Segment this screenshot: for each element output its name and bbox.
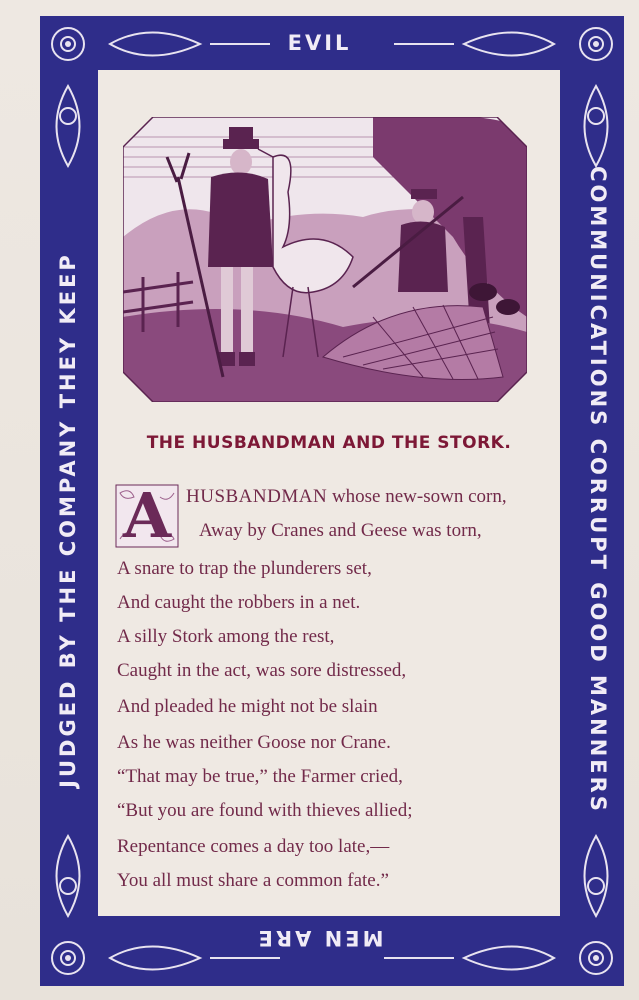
engraving-husbandman-stork — [123, 117, 527, 402]
poem-first-word: HUSBANDMAN — [186, 486, 328, 507]
border-text-left: JUDGED BY THE COMPANY THEY KEEP — [56, 252, 80, 788]
poem-line-1-rest: whose new-sown corn, — [327, 486, 507, 507]
fable-title: THE HUSBANDMAN AND THE STORK. — [146, 433, 512, 453]
poem-line-1 — [186, 486, 507, 508]
poem-line-9: “That may be true,” the Farmer cried, — [117, 766, 403, 787]
poem-line-12: You all must share a common fate.” — [117, 870, 389, 891]
poem-line-2: Away by Cranes and Geese was torn, — [199, 520, 482, 541]
poem-line-5: A silly Stork among the rest, — [117, 626, 335, 647]
poem-line-6: Caught in the act, was sore distressed, — [117, 660, 407, 681]
border-text-right: COMMUNICATIONS CORRUPT GOOD MANNERS — [586, 166, 610, 814]
poem-line-11: Repentance comes a day too late,— — [117, 836, 390, 857]
dropcap-letter: A — [122, 479, 172, 552]
poem-line-7: And pleaded he might not be slain — [117, 696, 378, 717]
poem-line-4: And caught the robbers in a net. — [117, 592, 361, 613]
poem-line-8: As he was neither Goose nor Crane. — [117, 732, 391, 753]
illuminated-dropcap — [114, 479, 180, 552]
border-text-bottom: MEN ARE — [255, 926, 384, 950]
border-text-top: EVIL — [287, 31, 352, 55]
poem-line-3: A snare to trap the plunderers set, — [117, 558, 372, 579]
poem-line-10: “But you are found with thieves allied; — [117, 800, 413, 821]
